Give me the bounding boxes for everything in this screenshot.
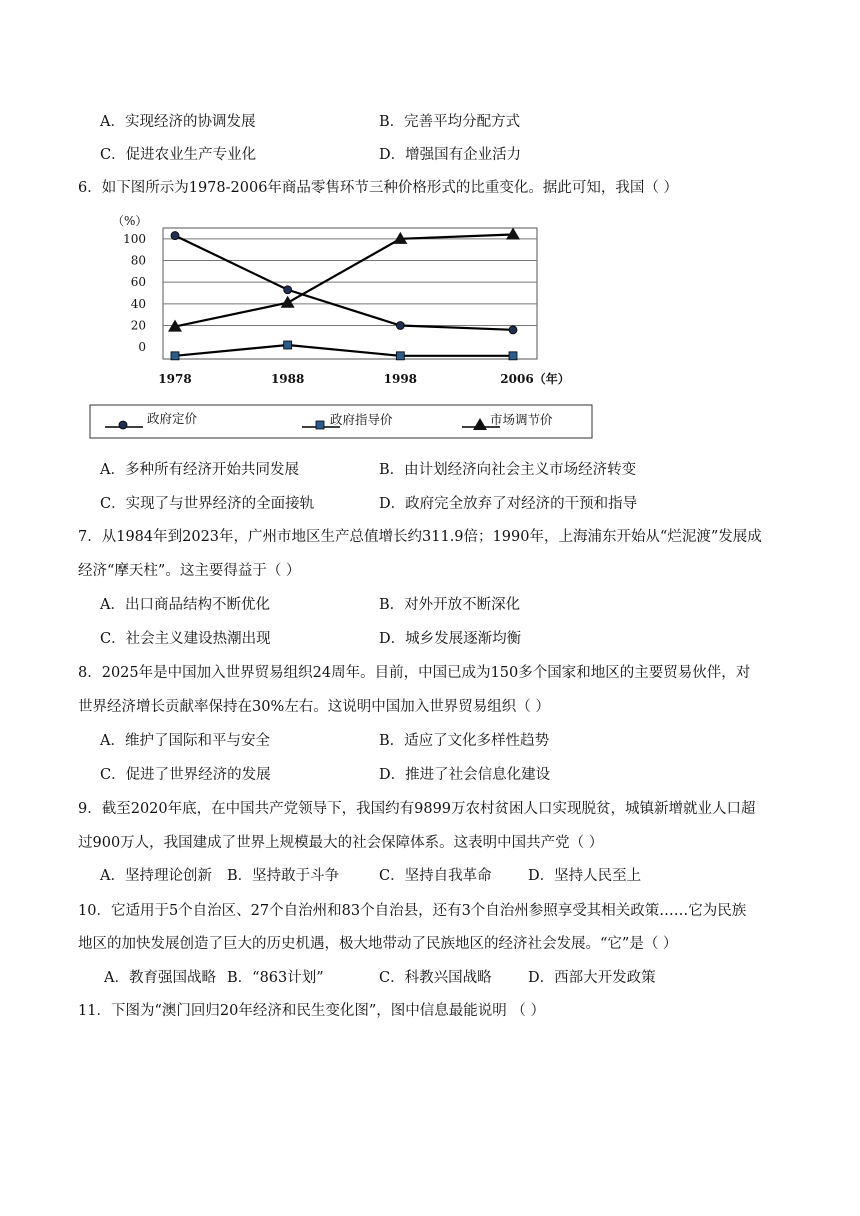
- legend-marker-circle: [119, 421, 127, 429]
- legend-label: 市场调节价: [490, 412, 553, 427]
- data-point-circle: [509, 326, 517, 334]
- q9-option-d: D．坚持人民至上: [528, 868, 642, 884]
- q9-stem-line2: 过900万人，我国建成了世界上规模最大的社会保障体系。这表明中国共产党（ ）: [78, 835, 604, 851]
- q5-option-a: A．实现经济的协调发展: [100, 114, 256, 130]
- q8-option-c: C．促进了世界经济的发展: [100, 767, 271, 783]
- q7-option-a: A．出口商品结构不断优化: [100, 597, 270, 613]
- q10-option-d: D．西部大开发政策: [528, 970, 656, 986]
- x-tick-label: 1978: [158, 372, 192, 386]
- q10-stem-line1: 10．它适用于5个自治区、27个自治州和83个自治县，还有3个自治州参照享受其相关政策……它为民族: [78, 903, 747, 919]
- x-tick-label: 2006（年）: [500, 372, 570, 386]
- q5-option-d: D．增强国有企业活力: [379, 147, 522, 163]
- q9-stem-line1: 9．截至2020年底，在中国共产党领导下，我国约有9899万农村贫困人口实现脱贫，城镇新增就业人口超: [78, 801, 756, 817]
- q7-option-c: C．社会主义建设热潮出现: [100, 631, 271, 647]
- q6-option-c: C．实现了与世界经济的全面接轨: [100, 496, 315, 512]
- x-tick-label: 1998: [383, 372, 418, 386]
- y-tick-label: 40: [130, 296, 146, 311]
- y-tick-label: 100: [123, 231, 146, 246]
- data-point-square: [509, 352, 517, 360]
- q10-option-a: A．教育强国战略: [104, 970, 216, 986]
- q8-option-d: D．推进了社会信息化建设: [379, 767, 551, 783]
- q6-option-a: A．多种所有经济开始共同发展: [100, 462, 299, 478]
- y-tick-labels: [123, 232, 146, 354]
- data-point-square: [284, 341, 292, 349]
- q11-stem: 11．下图为“澳门回归20年经济和民生变化图”，图中信息最能说明 （ ）: [78, 1003, 545, 1019]
- q8-option-b: B．适应了文化多样性趋势: [379, 733, 550, 749]
- legend-marker-square: [316, 421, 324, 429]
- q5-option-c: C．促进农业生产专业化: [100, 147, 257, 163]
- q7-stem-line1: 7．从1984年到2023年，广州市地区生产总值增长约311.9倍；1990年，上海浦东开始从“烂泥渡”发展成: [78, 529, 762, 545]
- q10-option-c: C．科教兴国战略: [379, 970, 492, 986]
- y-tick-label: 60: [130, 275, 146, 290]
- q9-option-b: B．坚持敢于斗争: [227, 868, 340, 884]
- q8-option-a: A．维护了国际和平与安全: [100, 733, 270, 749]
- q7-option-d: D．城乡发展逐渐均衡: [379, 631, 522, 647]
- q9-option-c: C．坚持自我革命: [379, 868, 492, 884]
- x-tick-label: 1988: [270, 372, 305, 386]
- y-unit-label: （%）: [112, 214, 148, 228]
- data-point-square: [396, 352, 404, 360]
- y-tick-label: 80: [130, 253, 146, 268]
- data-point-circle: [396, 322, 404, 330]
- data-point-circle: [284, 286, 292, 294]
- price-form-chart: [0, 0, 860, 460]
- q7-stem-line2: 经济“摩天柱”。这主要得益于（ ）: [78, 563, 301, 579]
- q8-stem-line1: 8．2025年是中国加入世界贸易组织24周年。目前，中国已成为150多个国家和地区的主要贸易伙伴，对: [78, 665, 751, 681]
- data-point-square: [171, 352, 179, 360]
- x-tick-labels: [158, 371, 569, 386]
- data-point-circle: [171, 232, 179, 240]
- y-tick-label: 20: [130, 318, 146, 333]
- q6-option-d: D．政府完全放弃了对经济的干预和指导: [379, 496, 638, 512]
- q6-option-b: B．由计划经济向社会主义市场经济转变: [379, 462, 637, 478]
- q7-option-b: B．对外开放不断深化: [379, 597, 521, 613]
- q9-option-a: A．坚持理论创新: [100, 868, 212, 884]
- plot-area: [163, 228, 537, 359]
- q5-option-b: B．完善平均分配方式: [379, 114, 521, 130]
- chart-legend: [90, 405, 592, 438]
- y-tick-label: 0: [138, 340, 146, 355]
- q6-stem: 6．如下图所示为1978-2006年商品零售环节三种价格形式的比重变化。据此可知，我国（ ）: [78, 180, 679, 196]
- legend-label: 政府定价: [147, 411, 198, 426]
- q10-stem-line2: 地区的加快发展创造了巨大的历史机遇，极大地带动了民族地区的经济社会发展。“它”是（ ）: [78, 936, 678, 952]
- q8-stem-line2: 世界经济增长贡献率保持在30%左右。这说明中国加入世界贸易组织（ ）: [78, 699, 550, 715]
- legend-label: 政府指导价: [330, 412, 393, 427]
- q10-option-b: B．“863计划”: [227, 970, 324, 986]
